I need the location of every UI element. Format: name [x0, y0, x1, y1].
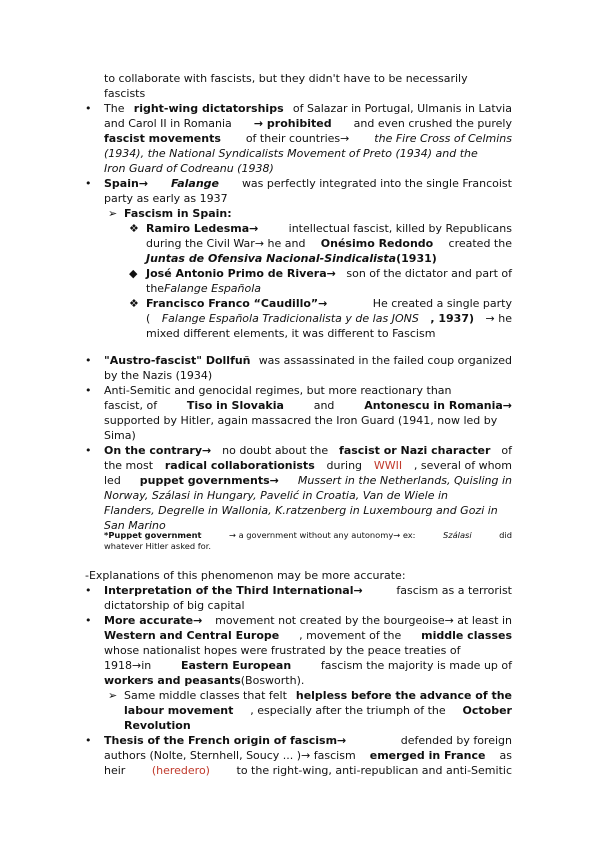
text-line: [104, 398, 512, 413]
text-run: son of the dictator and part of: [346, 267, 512, 280]
text-run: Tiso in Slovakia: [186, 399, 284, 412]
text-run: fascist or Nazi character: [339, 444, 491, 457]
text-line: [104, 116, 512, 131]
bullet-icon: ➢: [108, 207, 118, 220]
text-run: of: [501, 444, 512, 457]
text-line: [104, 583, 512, 598]
text-line: [146, 221, 512, 236]
text-run: , especially after the triumph of the: [250, 704, 446, 717]
text-run: of Salazar in Portugal, Ulmanis in Latvia: [292, 102, 512, 115]
text-run: Anti-Semitic and genocidal regimes, but more reactionary than: [104, 384, 452, 397]
text-run: Antonescu in Romania→: [364, 399, 512, 412]
text-run: (: [146, 312, 151, 325]
text-run: supported by Hitler, again massacred the Iron Guard (1941, now led by: [104, 414, 498, 427]
text-run: and even crushed the purely: [353, 117, 512, 130]
text-run: puppet governments→: [139, 474, 279, 487]
text-line: [146, 311, 512, 326]
text-run: Thesis of the French origin of fascism→: [104, 734, 347, 747]
bullet-icon: ❖: [129, 222, 139, 235]
bullet-icon: •: [85, 102, 92, 115]
text-run: party as early as 1937: [104, 192, 228, 205]
text-run: authors (Nolte, Sternhell, Soucy ... )→ fascism: [104, 749, 356, 762]
text-run: during the Civil War→ he and: [146, 237, 306, 250]
text-run: (Bosworth).: [240, 674, 305, 687]
text-run: José Antonio Primo de Rivera→: [146, 267, 336, 280]
text-run: and Carol II in Romania: [104, 117, 232, 130]
bullet-icon: •: [85, 384, 92, 397]
text-line: [104, 413, 512, 428]
text-run: movement not created by the bourgeoise→ at least in: [215, 614, 512, 627]
text-run: On the contrary→: [104, 444, 212, 457]
text-run: right-wing dictatorships: [133, 102, 284, 115]
text-line: [104, 71, 512, 86]
text-run: , 1937): [430, 312, 474, 325]
text-run: during: [326, 459, 363, 472]
text-line: [104, 383, 512, 398]
text-run: workers and peasants: [104, 674, 241, 687]
text-run: fascist movements: [104, 132, 221, 145]
text-line: [104, 191, 228, 206]
text-line: [124, 703, 512, 718]
text-line: [104, 488, 512, 503]
text-run: → he: [485, 312, 512, 325]
text-run: helpless before the advance of the: [295, 689, 512, 702]
text-run: The: [104, 102, 125, 115]
text-run: WWII: [373, 459, 403, 472]
text-line: [104, 86, 145, 101]
text-line: [104, 598, 245, 613]
text-run: created the: [448, 237, 512, 250]
text-line: [104, 673, 304, 688]
text-run: Fascism in Spain:: [124, 207, 232, 220]
text-run: 1918→in: [104, 659, 152, 672]
text-line: [104, 613, 512, 628]
text-run: Szálasi: [442, 530, 472, 540]
text-line: [146, 281, 261, 296]
text-line: [104, 161, 274, 176]
text-line: [146, 266, 512, 281]
text-run: whose nationalist hopes were frustrated by the peace treaties of: [104, 644, 461, 657]
bullet-icon: ➢: [108, 689, 118, 702]
bullet-icon: ◆: [129, 267, 138, 280]
text-line: [104, 530, 512, 541]
text-run: -Explanations of this phenomenon may be more accurate:: [85, 569, 406, 582]
bullet-icon: •: [85, 734, 92, 747]
text-line: [104, 101, 512, 116]
text-run: Iron Guard of Codreanu (1938): [104, 162, 274, 175]
text-run: led: [104, 474, 121, 487]
bullet-icon: •: [85, 614, 92, 627]
text-run: to collaborate with fascists, but they didn't have to be necessarily: [104, 72, 468, 85]
text-run: Sima): [104, 429, 136, 442]
text-run: Francisco Franco “Caudillo”→: [146, 297, 328, 310]
text-run: (heredero): [151, 764, 210, 777]
text-run: fascism the majority is made up of: [320, 659, 512, 672]
text-run: of their countries→: [245, 132, 350, 145]
text-line: [85, 568, 406, 583]
text-run: heir: [104, 764, 126, 777]
text-line: [124, 688, 512, 703]
text-run: emerged in France: [369, 749, 486, 762]
text-run: radical collaborationists: [164, 459, 315, 472]
text-run: fascists: [104, 87, 146, 100]
text-line: [146, 251, 437, 266]
text-run: Revolution: [124, 719, 191, 732]
text-line: [124, 206, 232, 221]
text-line: [146, 236, 512, 251]
text-line: [104, 643, 512, 658]
text-line: [104, 658, 512, 673]
text-line: [104, 131, 512, 146]
text-run: and: [313, 399, 335, 412]
text-run: Same middle classes that felt: [124, 689, 287, 702]
text-line: [146, 326, 435, 341]
text-run: middle classes: [421, 629, 512, 642]
text-line: [104, 541, 211, 552]
text-run: Flanders, Degrelle in Wallonia, K.ratzenberg in Luxembourg and Gozi in: [104, 504, 498, 517]
text-run: was assassinated in the failed coup organized: [258, 354, 512, 367]
text-run: Juntas de Ofensiva Nacional-Sindicalista: [146, 252, 397, 265]
text-run: by the Nazis (1934): [104, 369, 213, 382]
text-line: [104, 443, 512, 458]
bullet-icon: ❖: [129, 297, 139, 310]
text-run: , several of whom: [413, 459, 512, 472]
bullet-icon: •: [85, 444, 92, 457]
bullet-icon: •: [85, 177, 92, 190]
text-run: "Austro-fascist" Dollfuñ: [104, 354, 251, 367]
text-run: , movement of the: [299, 629, 402, 642]
text-run: the Fire Cross of Celmins: [374, 132, 512, 145]
text-run: the most: [104, 459, 154, 472]
text-line: [104, 503, 512, 518]
text-line: [104, 763, 512, 778]
text-run: Western and Central Europe: [104, 629, 280, 642]
text-run: the: [146, 282, 165, 295]
text-run: → a government without any autonomy→ ex:: [228, 530, 416, 540]
text-line: [104, 458, 512, 473]
text-line: [104, 368, 212, 383]
text-run: Mussert in the Netherlands, Quisling in: [297, 474, 512, 487]
text-line: [104, 473, 512, 488]
text-line: [146, 296, 512, 311]
text-run: labour movement: [124, 704, 234, 717]
text-run: to the right-wing, anti-republican and anti-Semitic: [236, 764, 512, 777]
text-run: fascism as a terrorist: [396, 584, 512, 597]
text-run: Eastern European: [180, 659, 292, 672]
text-run: mixed different elements, it was different to Fascism: [146, 327, 436, 340]
text-run: → prohibited: [253, 117, 332, 130]
text-run: fascist, of: [104, 399, 158, 412]
text-line: [104, 428, 136, 443]
text-run: (1934), the National Syndicalists Movement of Preto (1934) and the: [104, 147, 478, 160]
text-run: Norway, Szálasi in Hungary, Pavelić in Croatia, Van de Wiele in: [104, 489, 449, 502]
text-line: [104, 176, 512, 191]
text-line: [124, 718, 191, 733]
text-line: [104, 146, 512, 161]
text-run: More accurate→: [104, 614, 203, 627]
bullet-icon: •: [85, 584, 92, 597]
text-line: [104, 628, 512, 643]
text-run: Ramiro Ledesma→: [146, 222, 259, 235]
text-run: defended by foreign: [400, 734, 512, 747]
text-run: Falange Española Tradicionalista y de las JONS: [161, 312, 419, 325]
text-run: dictatorship of big capital: [104, 599, 245, 612]
text-run: He created a single party: [372, 297, 512, 310]
text-run: Falange: [170, 177, 220, 190]
text-run: did: [499, 530, 512, 540]
text-run: October: [462, 704, 512, 717]
text-line: [104, 748, 512, 763]
text-run: Onésimo Redondo: [320, 237, 434, 250]
text-run: San Marino: [104, 519, 166, 532]
text-line: [104, 733, 512, 748]
text-run: was perfectly integrated into the single Francoist: [241, 177, 512, 190]
text-run: Interpretation of the Third International→: [104, 584, 363, 597]
text-run: Spain→: [104, 177, 149, 190]
text-line: [104, 353, 512, 368]
text-run: *Puppet government: [104, 530, 202, 540]
text-run: whatever Hitler asked for.: [104, 541, 212, 551]
text-run: (1931): [396, 252, 437, 265]
text-run: Falange Española: [164, 282, 262, 295]
text-run: as: [499, 749, 512, 762]
text-run: intellectual fascist, killed by Republicans: [288, 222, 512, 235]
bullet-icon: •: [85, 354, 92, 367]
text-run: no doubt about the: [222, 444, 329, 457]
